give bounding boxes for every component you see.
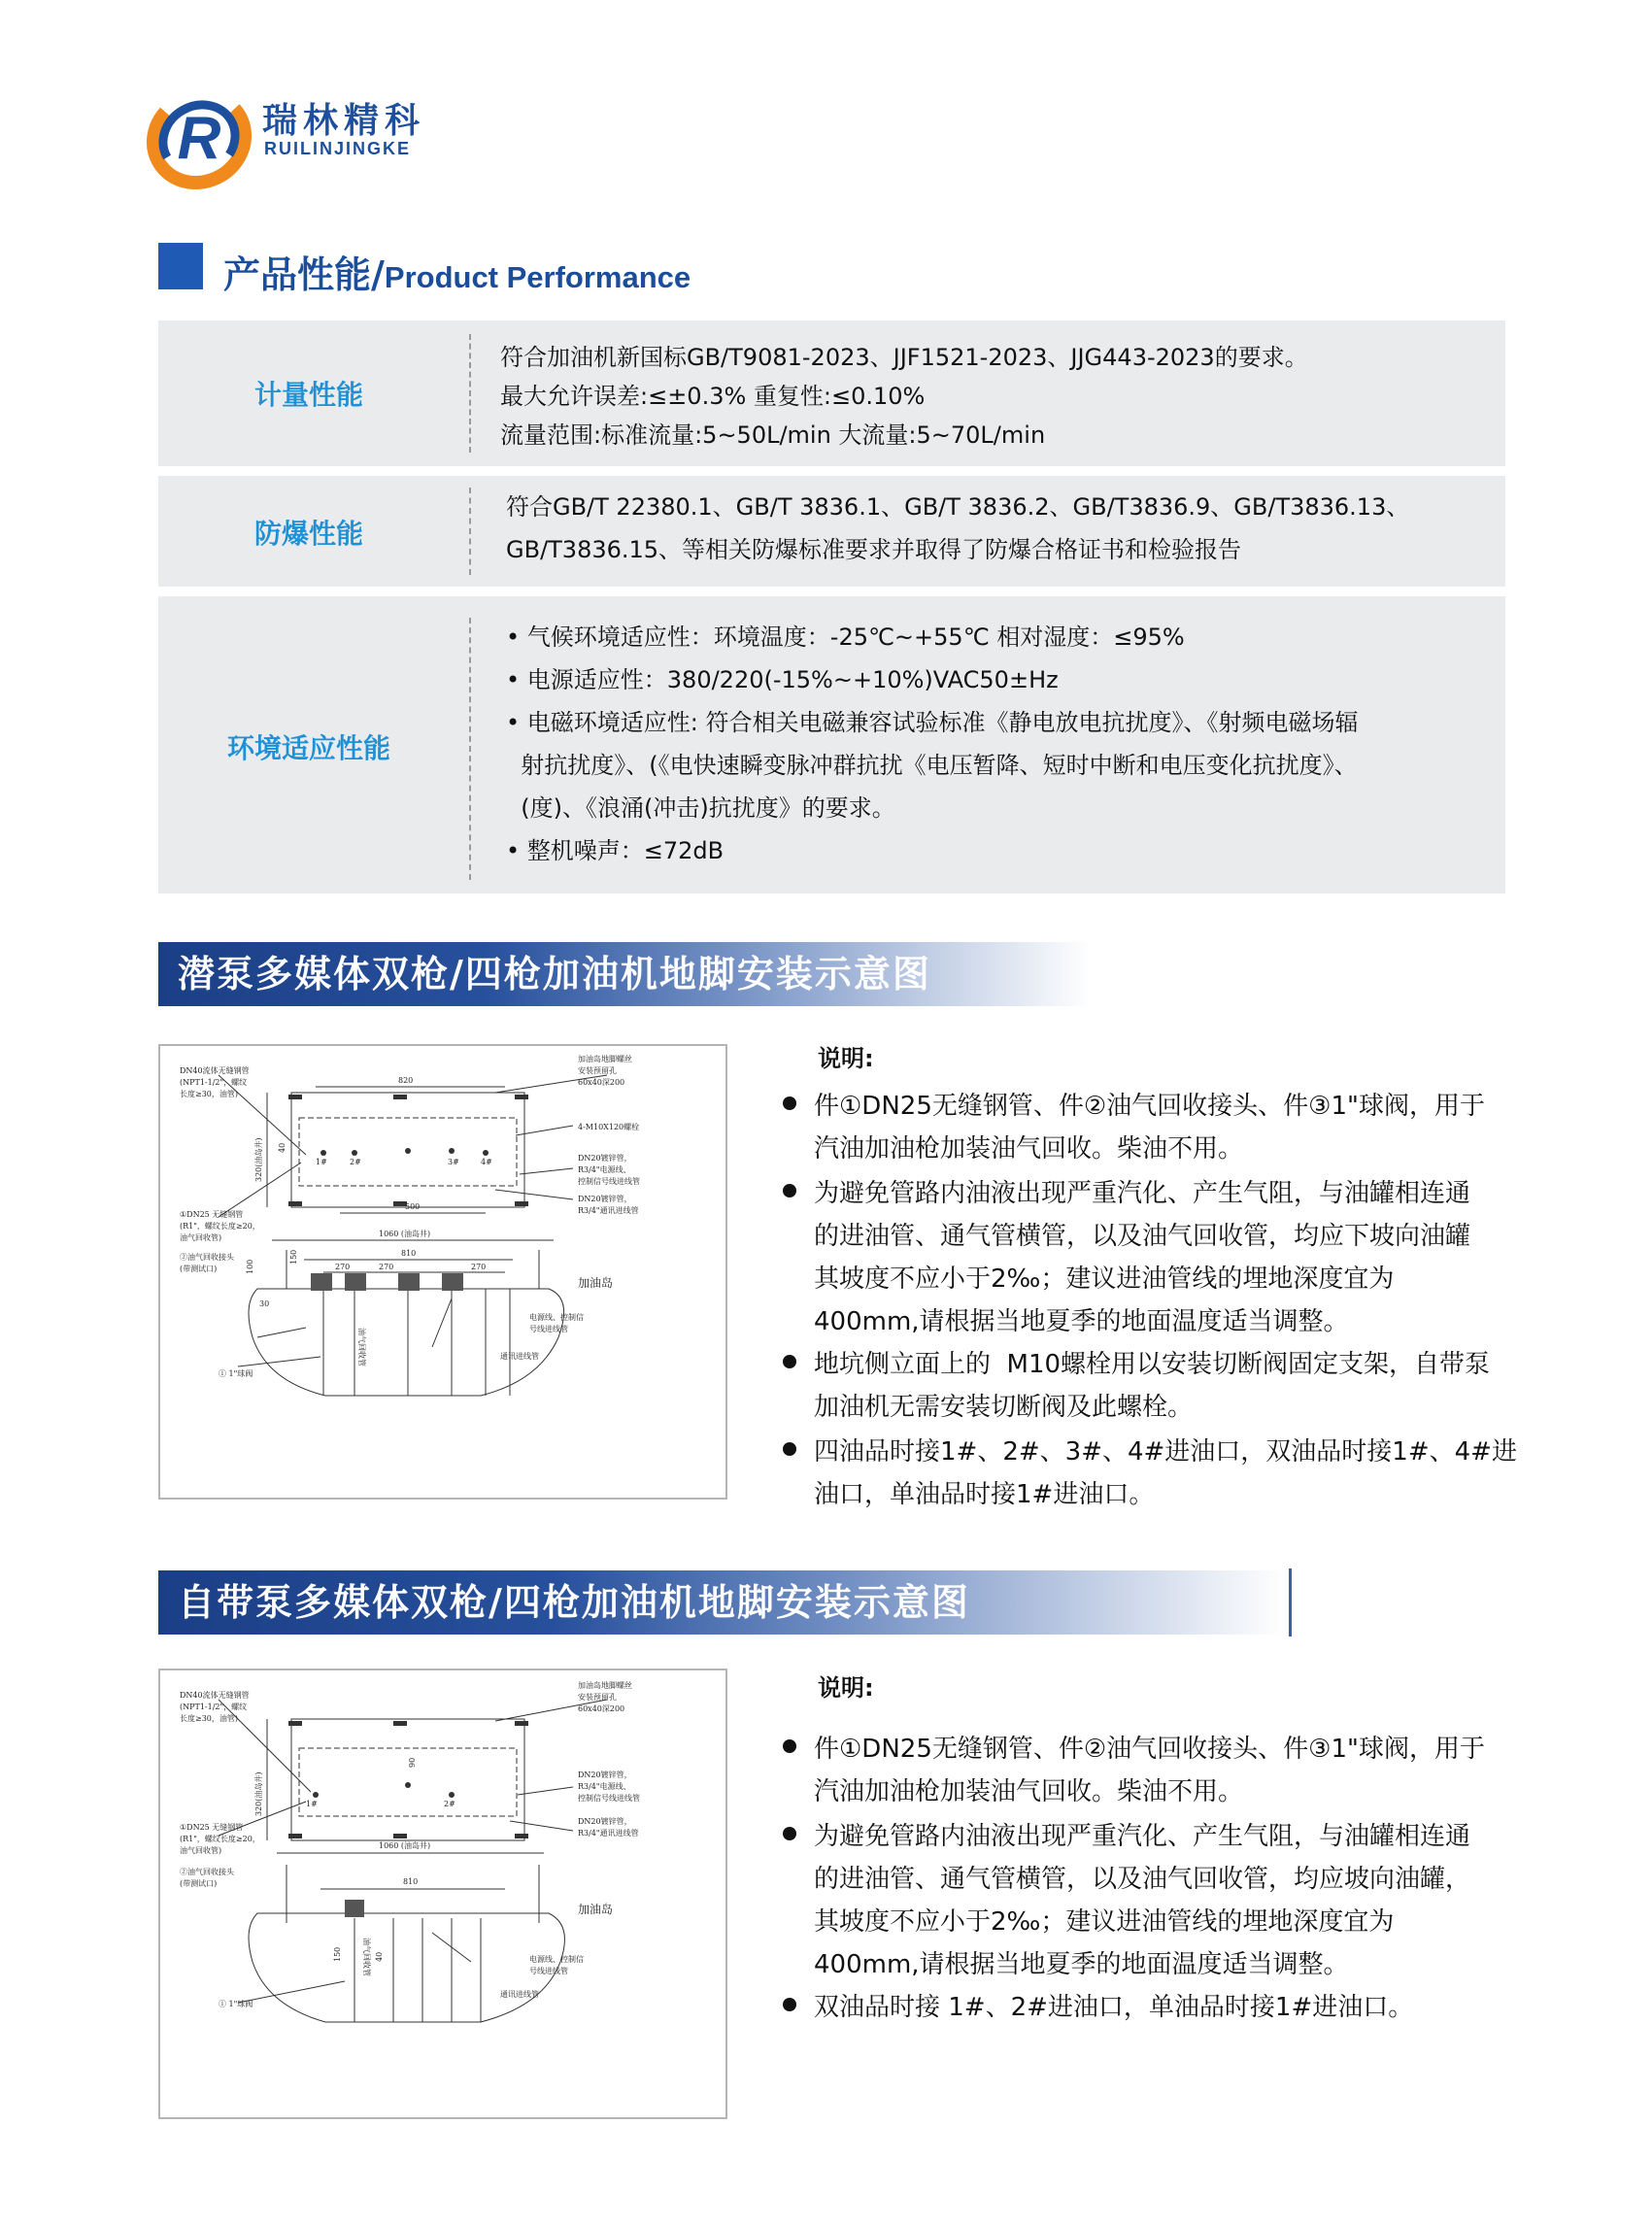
perf-row-environment — [158, 596, 1505, 894]
bullet-icon — [783, 1355, 796, 1368]
section-title — [223, 245, 691, 298]
inlet-1: 1# — [316, 1158, 327, 1166]
dn20-comm-label: DN20镀锌管， — [578, 1195, 632, 1203]
perf-line: • 整机噪声：≤72dB — [506, 837, 725, 864]
inlet-2: 2# — [350, 1158, 361, 1166]
note-line: 400mm,请根据当地夏季的地面温度适当调整。 — [814, 1307, 1349, 1336]
note-line: 其坡度不应小于2‰；建议进油管线的埋地深度宜为 — [814, 1907, 1395, 1937]
note-line: 其坡度不应小于2‰；建议进油管线的埋地深度宜为 — [814, 1265, 1395, 1294]
note-line: 400mm,请根据当地夏季的地面温度适当调整。 — [814, 1950, 1349, 1979]
inlet-4: 4# — [481, 1158, 492, 1166]
recovery-pipe-label: 油气回收管 — [357, 1328, 366, 1366]
dn40-label: DN40流体无缝钢管 — [180, 1691, 250, 1700]
perf-label: 防爆性能 — [253, 518, 363, 550]
island-label: 加油岛 — [578, 1276, 614, 1290]
note-line: 四油品时接1#、2#、3#、4#进油口，双油品时接1#、4#进 — [814, 1437, 1517, 1467]
row-divider — [469, 334, 471, 453]
power-conduit-label: 电源线、控制信 — [529, 1313, 584, 1322]
bullet-icon — [783, 1096, 796, 1110]
diagram1-banner: 潜泵多媒体双枪/四枪加油机地脚安装示意图 — [158, 942, 1091, 1006]
dn20-power-label-2: R3/4"电源线、 — [578, 1782, 631, 1791]
note-line: 的进油管、通气管横管，以及油气回收管，均应坡向油罐， — [814, 1865, 1471, 1894]
recovery-joint-label-2: (带测试口) — [180, 1265, 218, 1273]
dim-100: 100 — [246, 1259, 254, 1274]
perf-text — [500, 338, 1486, 455]
section-marker — [158, 243, 203, 289]
bolt-hole-label: 加油岛地脚螺丝 — [578, 1055, 632, 1063]
perf-line: (度)、《浪涌(冲击)抗扰度》的要求。 — [506, 794, 895, 822]
dn40-label-2: (NPT1-1/2"，螺纹 — [180, 1078, 248, 1087]
brand-name-cn: 瑞林精科 — [262, 101, 426, 141]
bullet-icon — [783, 1739, 796, 1753]
bullet-icon — [783, 1998, 796, 2011]
note-line: 油口，单油品时接1#进油口。 — [814, 1480, 1155, 1509]
bullet-icon — [783, 1442, 796, 1456]
dn25-label-2: (R1"，螺纹长度≥20， — [180, 1222, 260, 1231]
dim-30: 30 — [259, 1299, 270, 1308]
brand-name-en: RUILINJINGKE — [264, 139, 412, 158]
diagram2-banner: 自带泵多媒体双枪/四枪加油机地脚安装示意图 — [158, 1570, 1285, 1635]
note-line: 为避免管路内油液出现严重汽化、产生气阻，与油罐相连通 — [814, 1179, 1471, 1208]
dn40-label: DN40流体无缝钢管 — [180, 1066, 250, 1075]
dn20-power-label: DN20镀锌管， — [578, 1154, 632, 1163]
perf-line: 射抗扰度》、(《电快速瞬变脉冲群抗扰《电压暂降、短时中断和电压变化抗扰度》、 — [506, 752, 1358, 779]
diagram2-figure — [158, 1669, 727, 2119]
dim-150: 150 — [289, 1249, 298, 1265]
inlet-2: 2# — [444, 1800, 455, 1808]
perf-text — [506, 616, 1486, 872]
dn25-label: ①DN25 无缝钢管 — [180, 1823, 244, 1832]
note-line: 地坑侧立面上的 M10螺栓用以安装切断阀固定支架，自带泵 — [814, 1350, 1491, 1379]
perf-label: 计量性能 — [253, 379, 363, 411]
bolt-hole-label-2: 安装预留孔 — [578, 1693, 617, 1702]
dim-320: 320(油岛井) — [254, 1771, 263, 1816]
recovery-joint-label: ②油气回收接头 — [180, 1868, 234, 1876]
section-title-en: Product Performance — [384, 260, 691, 294]
dim-40: 40 — [375, 1951, 384, 1962]
power-conduit-label-2: 号线进线管 — [529, 1967, 568, 1975]
power-conduit-label: 电源线、控制信 — [529, 1955, 584, 1964]
power-conduit-label-2: 号线进线管 — [529, 1325, 568, 1333]
perf-line: • 电源适应性：380/220(-15%~+10%)VAC50±Hz — [506, 666, 1059, 693]
perf-line: 流量范围:标准流量:5~50L/min 大流量:5~70L/min — [500, 422, 1046, 449]
dim-150: 150 — [333, 1946, 342, 1962]
dim-320: 320(油岛井) — [254, 1137, 263, 1182]
dn20-comm-label-2: R3/4"通讯进线管 — [578, 1206, 639, 1215]
dim-270-a: 270 — [335, 1263, 351, 1271]
dim-1060: 1060 (油岛井) — [379, 1841, 431, 1850]
note-line: 件①DN25无缝钢管、件②油气回收接头、件③1"球阀，用于 — [814, 1092, 1485, 1121]
comm-conduit-label: 通讯进线管 — [500, 1352, 539, 1361]
dn20-comm-label: DN20镀锌管， — [578, 1817, 632, 1826]
section-title-cn: 产品性能/ — [223, 253, 385, 296]
dim-810: 810 — [401, 1249, 417, 1258]
dim-820: 820 — [398, 1076, 414, 1085]
dn20-comm-label-2: R3/4"通讯进线管 — [578, 1829, 639, 1838]
perf-row-metering — [158, 320, 1505, 466]
bolt-hole-label-2: 安装预留孔 — [578, 1066, 617, 1075]
note-line: 为避免管路内油液出现严重汽化、产生气阻，与油罐相连通 — [814, 1822, 1471, 1851]
logo-mark-icon — [146, 83, 253, 189]
dn25-label-3: 油气回收管) — [180, 1846, 222, 1855]
bullet-icon — [783, 1184, 796, 1197]
dn20-power-label: DN20镀锌管， — [578, 1771, 632, 1779]
perf-line: GB/T3836.15、等相关防爆标准要求并取得了防爆合格证书和检验报告 — [506, 536, 1242, 563]
note-line: 双油品时接 1#、2#进油口，单油品时接1#进油口。 — [814, 1993, 1414, 2022]
row-divider — [469, 618, 471, 880]
dn20-power-label-2: R3/4"电源线、 — [578, 1165, 631, 1174]
dn40-label-2: (NPT1-1/2"，螺纹 — [180, 1703, 248, 1711]
note-line: 加油机无需安装切断阀及此螺栓。 — [814, 1393, 1194, 1422]
recovery-joint-label-2: (带测试口) — [180, 1879, 218, 1888]
dn40-label-3: 长度≥30，油管) — [180, 1090, 239, 1098]
dim-270-c: 270 — [471, 1263, 487, 1271]
banner-end-mark — [1289, 1568, 1292, 1636]
perf-row-explosion — [158, 476, 1505, 587]
perf-line: • 电磁环境适应性: 符合相关电磁兼容试验标准《静电放电抗扰度》、《射频电磁场辐 — [506, 709, 1359, 736]
dim-810: 810 — [403, 1877, 419, 1886]
recovery-joint-label: ②油气回收接头 — [180, 1253, 234, 1262]
dim-270-b: 270 — [379, 1263, 394, 1271]
perf-line: 符合GB/T 22380.1、GB/T 3836.1、GB/T 3836.2、GB/T3836.9、GB/T3836.13、 — [506, 493, 1410, 521]
inlet-3: 3# — [448, 1158, 459, 1166]
diagram2-notes-title: 说明: — [818, 1674, 874, 1702]
bullet-icon — [783, 1827, 796, 1840]
bolt-hole-label-3: 60x40深200 — [578, 1078, 625, 1087]
perf-line: 最大允许误差:≤±0.3% 重复性:≤0.10% — [500, 383, 926, 410]
brand-logo — [146, 83, 253, 189]
note-line: 汽油加油枪加装油气回收。柴油不用。 — [814, 1134, 1244, 1164]
svg-text:R: R — [177, 105, 221, 172]
note-line: 的进油管、通气管横管，以及油气回收管，均应下坡向油罐 — [814, 1222, 1471, 1251]
island-label: 加油岛 — [578, 1903, 614, 1916]
note-line: 件①DN25无缝钢管、件②油气回收接头、件③1"球阀，用于 — [814, 1735, 1485, 1764]
diagram1-figure — [158, 1044, 727, 1500]
note-line: 汽油加油枪加装油气回收。柴油不用。 — [814, 1777, 1244, 1806]
comm-conduit-label: 通讯进线管 — [500, 1990, 539, 1999]
dim-40: 40 — [278, 1142, 287, 1153]
diagram1-notes-title: 说明: — [818, 1045, 874, 1072]
dim-1060: 1060 (油岛井) — [379, 1230, 431, 1238]
perf-label: 环境适应性能 — [226, 732, 390, 764]
bolt-hole-label: 加油岛地脚螺丝 — [578, 1681, 632, 1690]
recovery-pipe-label: 油气回收管 — [362, 1938, 371, 1976]
row-divider — [469, 488, 471, 575]
dn20-power-label-3: 控制信号线进线管 — [578, 1177, 640, 1186]
m10-bolt-label: 4-M10X120螺栓 — [578, 1123, 640, 1131]
dim-90: 90 — [408, 1757, 417, 1768]
dn25-label-3: 油气回收管) — [180, 1233, 222, 1242]
dn40-label-3: 长度≥30，油管) — [180, 1714, 239, 1723]
perf-line: 符合加油机新国标GB/T9081-2023、JJF1521-2023、JJG443-2023的要求。 — [500, 344, 1308, 371]
dn25-label: ①DN25 无缝钢管 — [180, 1210, 244, 1219]
dim-500: 500 — [405, 1202, 421, 1211]
ball-valve-label: ① 1"球阀 — [219, 1369, 253, 1378]
perf-line: • 气候环境适应性：环境温度：-25℃~+55℃ 相对湿度：≤95% — [506, 624, 1185, 651]
ball-valve-label: ① 1"球阀 — [219, 2000, 253, 2008]
dn25-label-2: (R1"，螺纹长度≥20， — [180, 1835, 260, 1843]
bolt-hole-label-3: 60x40深200 — [578, 1704, 625, 1713]
perf-text — [506, 486, 1486, 571]
inlet-1: 1# — [306, 1800, 318, 1808]
dn20-power-label-3: 控制信号线进线管 — [578, 1794, 640, 1803]
